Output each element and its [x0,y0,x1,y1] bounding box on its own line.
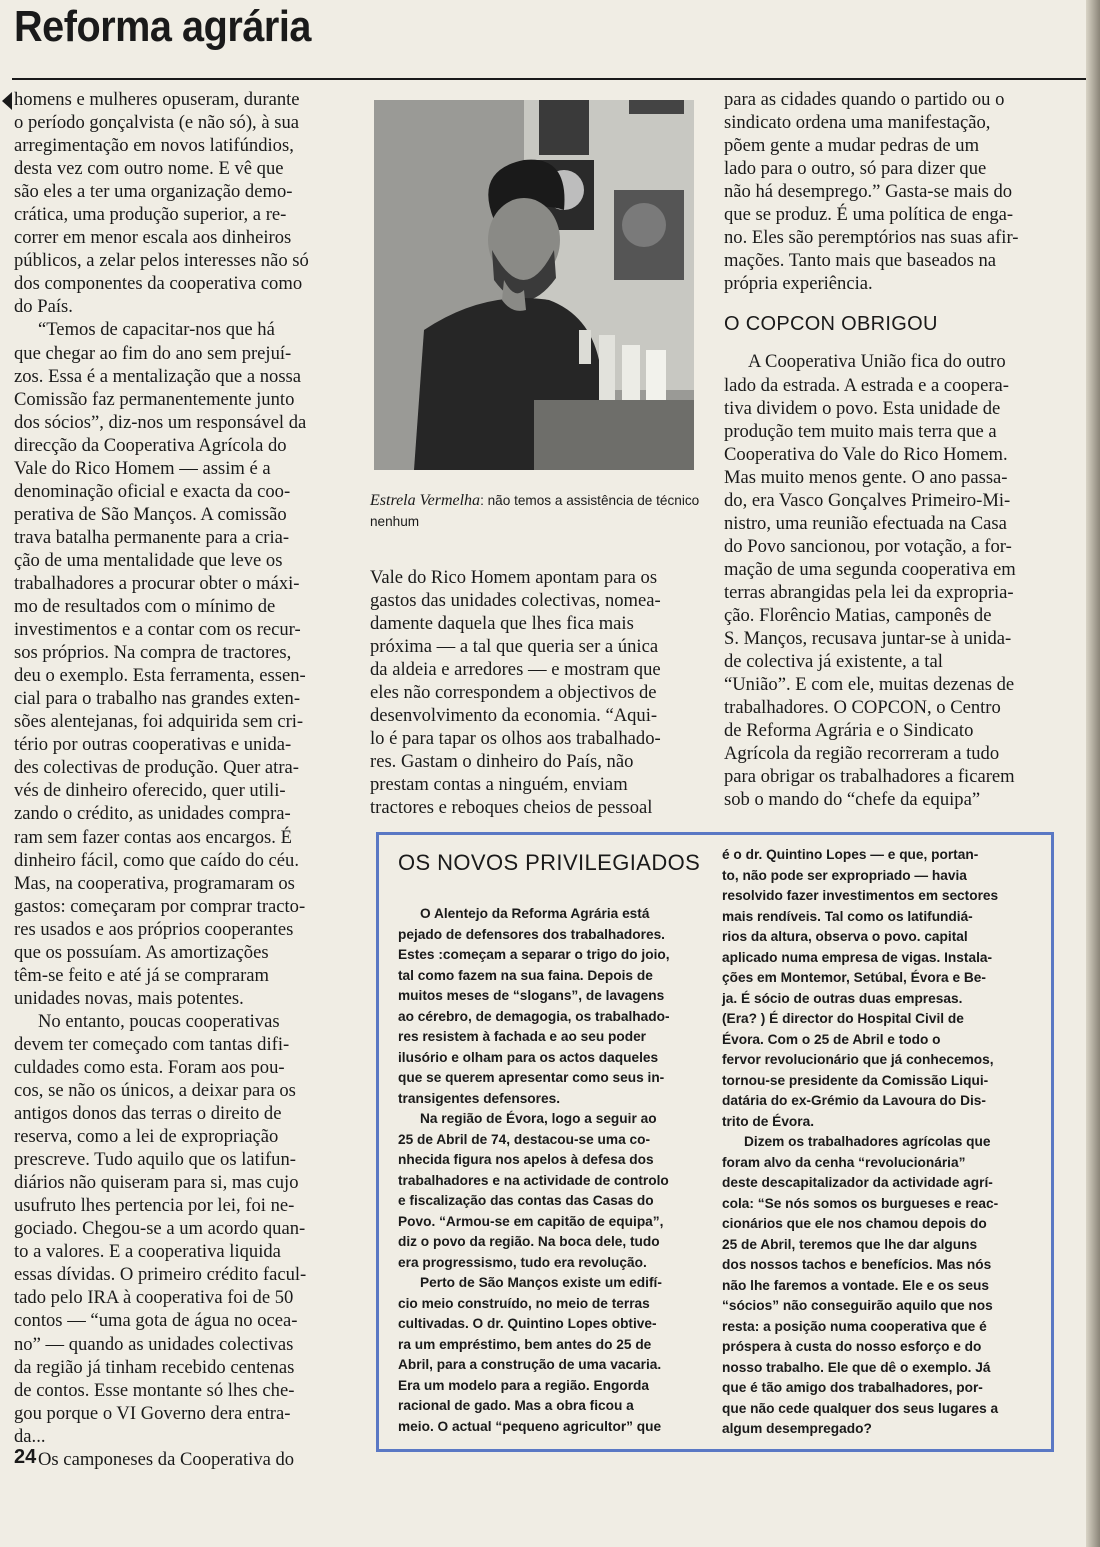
photo-illustration [374,100,694,470]
article-column-2 [370,566,696,828]
page-edge [1086,0,1100,1547]
paragraph: para as cidades quando o partido ou o sindicato ordena uma manifestação, põem gente a mudar pedras de um lado para o outro, só para dizer que não há desemprego.” Gasta-se mais do que se produz. É uma política de enga- no. Eles são peremptórios nas suas afir- mações. Tanto mais que baseados na própria experiência. [724,89,1019,295]
continuation-arrow-icon [2,92,12,110]
article-column-1 [14,88,342,1488]
subheading: O COPCON OBRIGOU [724,313,938,336]
paragraph: Na região de Évora, logo a seguir ao 25 de Abril de 74, destacou-se uma co- nhecida figura nos apelos à defesa dos trabalhadores e na actividade de controlo e fiscalização das contas das Casas do Povo. “Armou-se em capitão de equipa”, diz o povo da região. Na boca dele, tudo era progressismo, tudo era revolução. [398,1111,669,1270]
section-title: Reforma agrária [14,2,311,51]
top-rule [12,78,1086,80]
caption-lead: Estrela Vermelha [370,492,481,509]
paragraph: “Temos de capacitar-nos que há que chegar ao fim do ano sem prejuí- zos. Essa é a mentalização que a nossa Comissão faz permanentemente junto dos sócios”, diz-nos um responsável da direcção da Cooperativa Agrícola do Vale do Rico Homem — assim é a denominação oficial e exacta da coo- perativa de São Manços. A comissão trava batalha permanente para a cria- ção de uma mentalidade que leve os trabalhadores a procurar obter o máxi- mo de resultados com o mínimo de investimentos e a contar com os recur- sos próprios. Na compra de tractores, deu o exemplo. Esta ferramenta, essen- cial para o trabalho nas grandes exten- sões alentejanas, foi adquirida sem cri- tério por outras cooperativas e unida- des colectivas de produção. Quer atra- vés de dinheiro oferecido, quer utili- zando o crédito, as unidades compra- ram sem fazer contas aos encargos. É dinheiro fácil, como que caído do céu. Mas, na cooperativa, programaram os gastos: começaram por comprar tracto- res usados e aos próprios cooperantes que os possuíam. As amortizações têm-se feito e até já se compraram unidades novas, mais potentes. [14,319,307,1009]
sidebar-column-1 [398,904,702,1437]
paragraph: Perto de São Manços existe um edifí- cio meio construído, no meio de terras cultivadas. O dr. Quintino Lopes obtive- ra um empréstimo, bem antes do 25 de Abril, para a construção de uma vacaria. Era um modelo para a região. Engorda racional de gado. Mas a obra ficou a meio. O actual “pequeno agricultor” que [398,1275,662,1434]
photo-caption [370,490,700,532]
page-number: 24 [14,1446,37,1468]
paragraph: A Cooperativa União fica do outro lado da estrada. A estrada e a coopera- tiva dividem o povo. Esta unidade de produção tem muito mais terra que a Cooperativa do Vale do Rico Homem. Mas muito menos gente. O ano passa- do, era Vasco Gonçalves Primeiro-Mi- nistro, uma reunião efectuada na Casa do Povo sancionou, por votação, a for- mação de uma segunda cooperativa em terras abrangidas pela lei da expropria- ção. Florêncio Matias, camponês de S. Manços, recusava juntar-se à unida- de colectiva já existente, a tal “União”. E com ele, muitas dezenas de trabalhadores. O COPCON, o Centro de Reforma Agrária e o Sindicato Agrícola da região recorreram a tudo para obrigar os trabalhadores a ficarem sob o mando do “chefe da equipa” [724,351,1016,811]
sidebar-column-2 [722,845,1026,1440]
paragraph: homens e mulheres opuseram, durante o período gonçalvista (e não só), à sua arregimentação em novos latifúndios, desta vez com outro nome. E vê que são eles a ter uma organização demo- crática, uma produção superior, a re- correr em menor escala aos dinheiros públicos, a zelar pelos interesses não só dos componentes da cooperativa como do País. [14,89,309,318]
article-column-3 [724,88,1050,826]
caption-text: : não temos a assistência de técnico nenhum [370,493,700,529]
article-photo [374,100,694,470]
paragraph: Vale do Rico Homem apontam para os gastos das unidades colectivas, nomea- damente daquela que lhes fica mais próxima — a tal que queria ser a única da aldeia e arredores — e mostram que eles não correspondem a objectivos de desenvolvimento da economia. “Aqui- lo é para tapar os olhos aos trabalhado- res. Gastam o dinheiro do País, não prestam contas a ninguém, enviam tractores e reboques cheios de pessoal [370,567,661,819]
paragraph: O Alentejo da Reforma Agrária está pejado de defensores dos trabalhadores. Estes :começam a separar o trigo do joio, tal como fazem na sua faina. Depois de muitos meses de “slogans”, de lavagens ao cérebro, de demagogia, os trabalhado- res resistem à fachada e ao seu poder ilusório e olham para os actos daqueles que se querem apresentar como seus in- transigentes defensores. [398,906,670,1106]
paragraph: Os camponeses da Cooperativa do [38,1448,295,1470]
paragraph: é o dr. Quintino Lopes — e que, portan- to, não pode ser expropriado — havia resolvido fazer investimentos em sectores mais rendíveis. Tal como os latifundiá- rios da altura, observa o povo. capital aplicado numa empresa de vigas. Instala- ções em Montemor, Setúbal, Évora e Be- ja. É sócio de outras duas empresas. (Era? ) É director do Hospital Civil de Évora. Com o 25 de Abril e todo o fervor revolucionário que já conhecemos, tornou-se presidente da Comissão Liqui- datária do ex-Grémio da Lavoura do Dis- trito de Évora. [722,847,999,1129]
paragraph: Dizem os trabalhadores agrícolas que foram alvo da cenha “revolucionária” deste descapitalizador da actividade agrí- cola: “Se nós somos os burgueses e reac- cionários que ele nos chamou depois do 25 de Abril, teremos que lhe dar alguns dos nossos tachos e benefícios. Mas nós não lhe faremos a vontade. Ele e os seus “sócios” não conseguirão aquilo que nos resta: a posição numa cooperativa que é próspera à custa do nosso esforço e do nosso trabalho. Ele que dê o exemplo. Já que é tão amigo dos trabalhadores, por- que não cede qualquer dos seus lugares a algum desempregado? [722,1134,999,1436]
sidebar-title: OS NOVOS PRIVILEGIADOS [398,850,701,875]
paragraph: No entanto, poucas cooperativas devem ter começado com tantas difi- culdades como esta. Foram aos pou- cos, se não os únicos, a deixar para os antigos donos das terras o direito de reserva, como a lei de expropriação prescreve. Tudo aquilo que os latifun- diários não quiseram para si, mas cujo usufruto lhes pertencia por lei, foi ne- gociado. Chegou-se a um acordo quan- to a valores. E a cooperativa liquida essas dívidas. O primeiro crédito facul- tado pelo IRA à cooperativa foi de 50 contos — “uma gota de água no ocea- no” — quando as unidades colectivas da região já tinham recebido centenas de contos. Esse montante só lhes che- gou porque o VI Governo dera entra- da... [14,1010,307,1447]
